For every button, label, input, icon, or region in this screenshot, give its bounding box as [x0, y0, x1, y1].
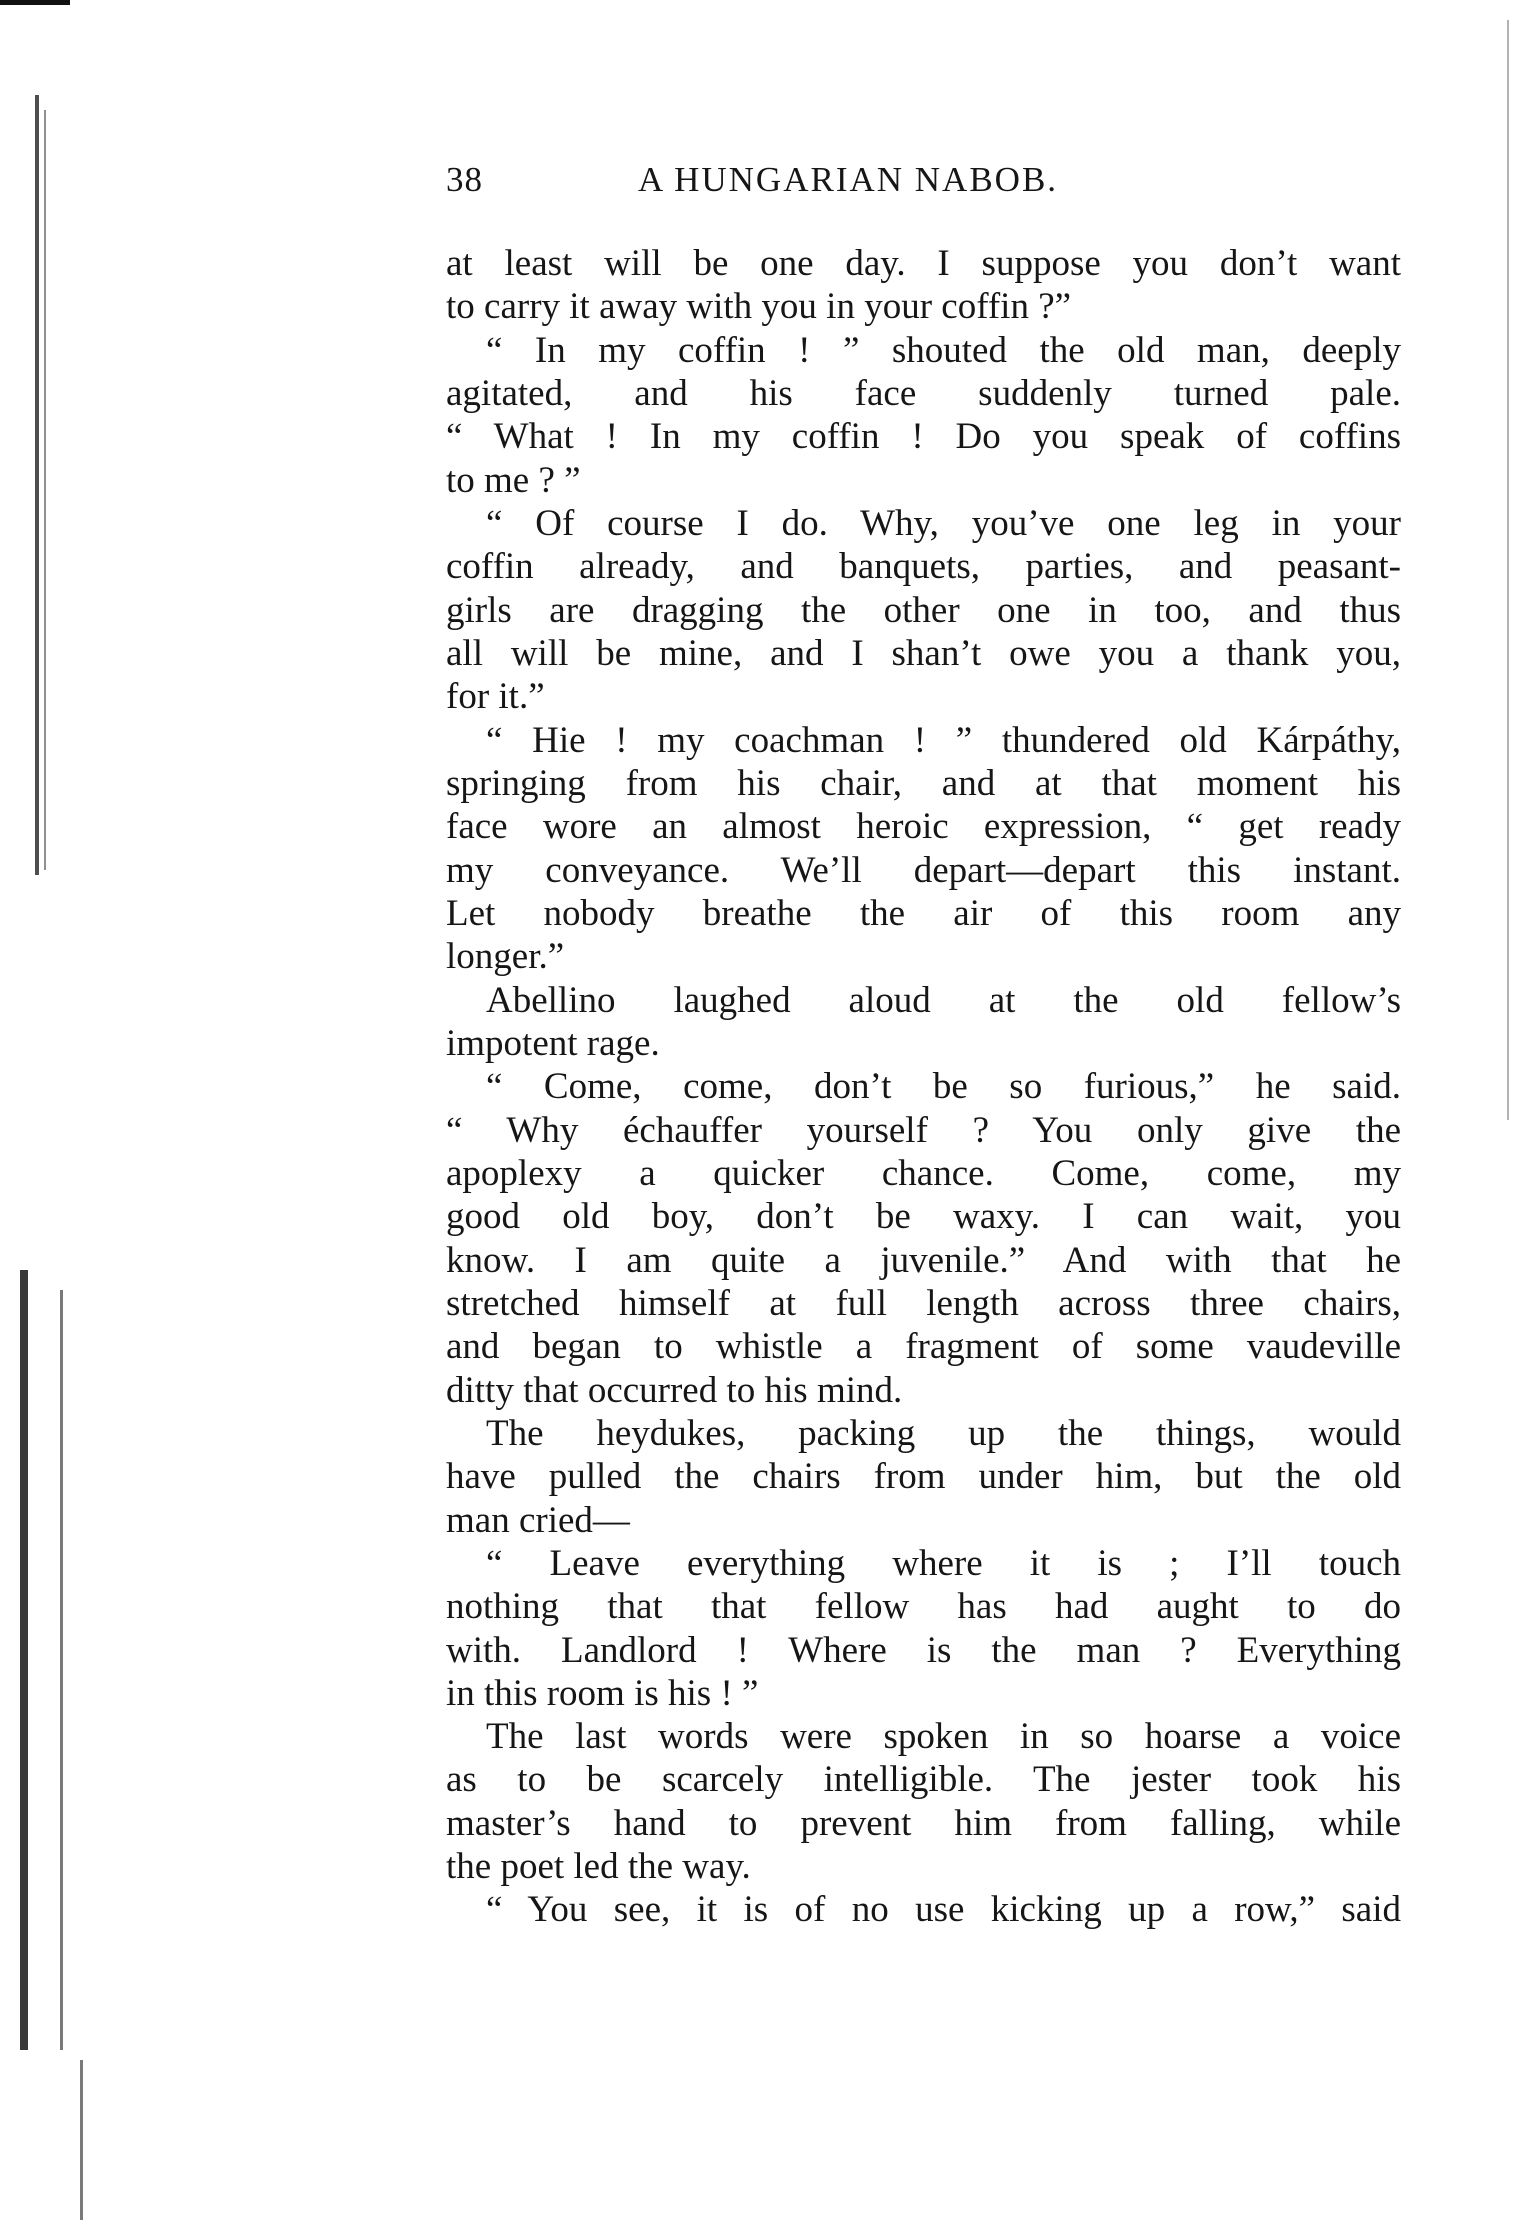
scan-gutter-line: [1507, 20, 1509, 1120]
text-line: “ In my coffin ! ” shouted the old man, deeply: [486, 329, 1401, 371]
scan-gutter-line: [60, 1290, 63, 2050]
text-line: ditty that occurred to his mind.: [446, 1369, 903, 1411]
text-line: man cried—: [446, 1499, 630, 1541]
scan-corner-mark: [0, 0, 70, 5]
text-line: stretched himself at full length across three chairs,: [446, 1282, 1401, 1324]
text-line: the poet led the way.: [446, 1846, 751, 1888]
text-line: “ Why échauffer yourself ? You only give the: [446, 1109, 1401, 1151]
scan-gutter-line: [44, 110, 46, 870]
scan-gutter-line: [20, 1270, 28, 2050]
text-line: “ Hie ! my coachman ! ” thundered old Kárpáthy,: [486, 719, 1401, 761]
text-line: to me ? ”: [446, 459, 581, 501]
text-line: my conveyance. We’ll depart—depart this instant.: [446, 849, 1401, 891]
text-line: and began to whistle a fragment of some vaudeville: [446, 1326, 1401, 1368]
text-line: all will be mine, and I shan’t owe you a thank you,: [446, 632, 1401, 674]
scan-gutter-line: [35, 95, 39, 875]
text-line: have pulled the chairs from under him, but the old: [446, 1456, 1401, 1498]
text-line: with. Landlord ! Where is the man ? Everything: [446, 1629, 1401, 1671]
text-line: “ Of course I do. Why, you’ve one leg in your: [486, 502, 1401, 544]
text-line: as to be scarcely intelligible. The jester took his: [446, 1759, 1401, 1801]
text-line: springing from his chair, and at that moment his: [446, 762, 1401, 804]
text-line: “ Come, come, don’t be so furious,” he said.: [486, 1066, 1401, 1108]
body-text: [446, 242, 1401, 1932]
text-line: coffin already, and banquets, parties, and peasant-: [446, 546, 1401, 588]
text-line: “ Leave everything where it is ; I’ll touch: [486, 1542, 1401, 1584]
scan-gutter-line: [80, 2060, 83, 2220]
text-line: for it.”: [446, 676, 545, 718]
page-header: [446, 160, 1176, 208]
text-line: Abellino laughed aloud at the old fellow’s: [486, 979, 1401, 1021]
text-line: face wore an almost heroic expression, “ get ready: [446, 806, 1401, 848]
text-line: agitated, and his face suddenly turned pale.: [446, 372, 1401, 414]
text-line: impotent rage.: [446, 1022, 660, 1064]
text-line: The last words were spoken in so hoarse a voice: [486, 1716, 1401, 1758]
text-line: to carry it away with you in your coffin ?”: [446, 286, 1072, 328]
text-line: girls are dragging the other one in too, and thus: [446, 589, 1401, 631]
text-line: “ You see, it is of no use kicking up a row,” said: [486, 1889, 1401, 1931]
text-line: at least will be one day. I suppose you don’t want: [446, 243, 1401, 284]
text-line: “ What ! In my coffin ! Do you speak of coffins: [446, 416, 1401, 458]
running-head: A HUNGARIAN NABOB.: [638, 160, 1059, 199]
text-line: good old boy, don’t be waxy. I can wait, you: [446, 1196, 1401, 1238]
text-line: master’s hand to prevent him from falling, while: [446, 1802, 1401, 1844]
text-line: nothing that that fellow has had aught to do: [446, 1586, 1401, 1628]
text-line: know. I am quite a juvenile.” And with that he: [446, 1239, 1401, 1281]
text-line: in this room is his ! ”: [446, 1672, 759, 1714]
text-line: Let nobody breathe the air of this room any: [446, 892, 1401, 934]
page-number: 38: [446, 160, 483, 199]
text-line: longer.”: [446, 936, 565, 978]
text-line: The heydukes, packing up the things, would: [486, 1412, 1401, 1454]
text-line: apoplexy a quicker chance. Come, come, my: [446, 1152, 1401, 1194]
